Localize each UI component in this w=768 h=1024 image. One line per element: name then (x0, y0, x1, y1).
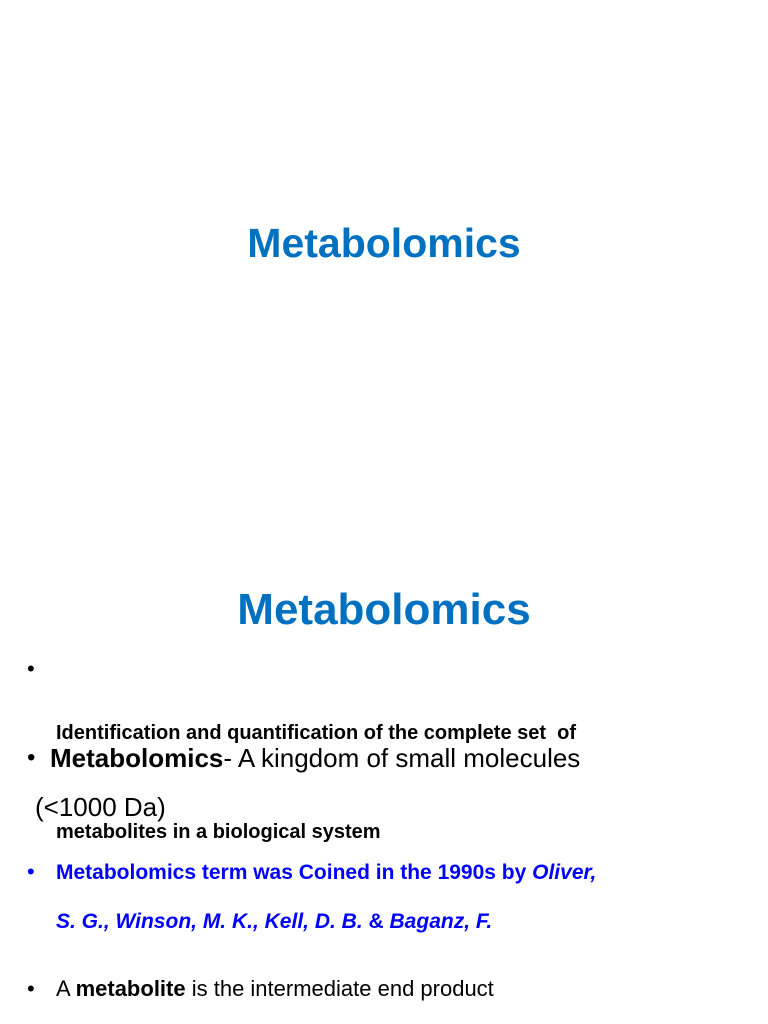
bullet-icon: • (27, 859, 35, 884)
bullet4-rest: is the intermediate end product (185, 976, 494, 1001)
slide2-title: Metabolomics (237, 585, 531, 634)
bullet-icon: • (27, 744, 36, 771)
bullet2-term: Metabolomics (50, 743, 224, 773)
bullet2-description: - A kingdom of small molecules (223, 743, 581, 773)
bullet1-line1: Identification and quantification of the complete set of (56, 722, 577, 744)
bullet4-text (56, 975, 494, 1003)
bullet3-text: Metabolomics term was Coined in the 1990s by (56, 861, 533, 884)
bullet-icon: • (27, 976, 35, 1001)
bullet3-line1 (56, 859, 596, 887)
bullet2-text (50, 742, 580, 774)
bullet3-line2 (56, 908, 492, 936)
bullet4-term: metabolite (75, 976, 186, 1001)
bullet3-authors-a: S. G., Winson, M. K., Kell, D. B. (56, 910, 363, 933)
bullet-icon: • (27, 656, 35, 681)
bullet2-continuation: (<1000 Da) (35, 792, 166, 822)
bullet3-authors-b: Baganz, F. (389, 910, 493, 933)
bullet3-author-first: Oliver, (532, 861, 597, 884)
bullet3-ampersand: & (362, 910, 390, 933)
bullet4-prefix: A (56, 976, 76, 1001)
slide1-title: Metabolomics (247, 220, 521, 266)
bullet1-line2: metabolites in a biological system (56, 821, 381, 843)
